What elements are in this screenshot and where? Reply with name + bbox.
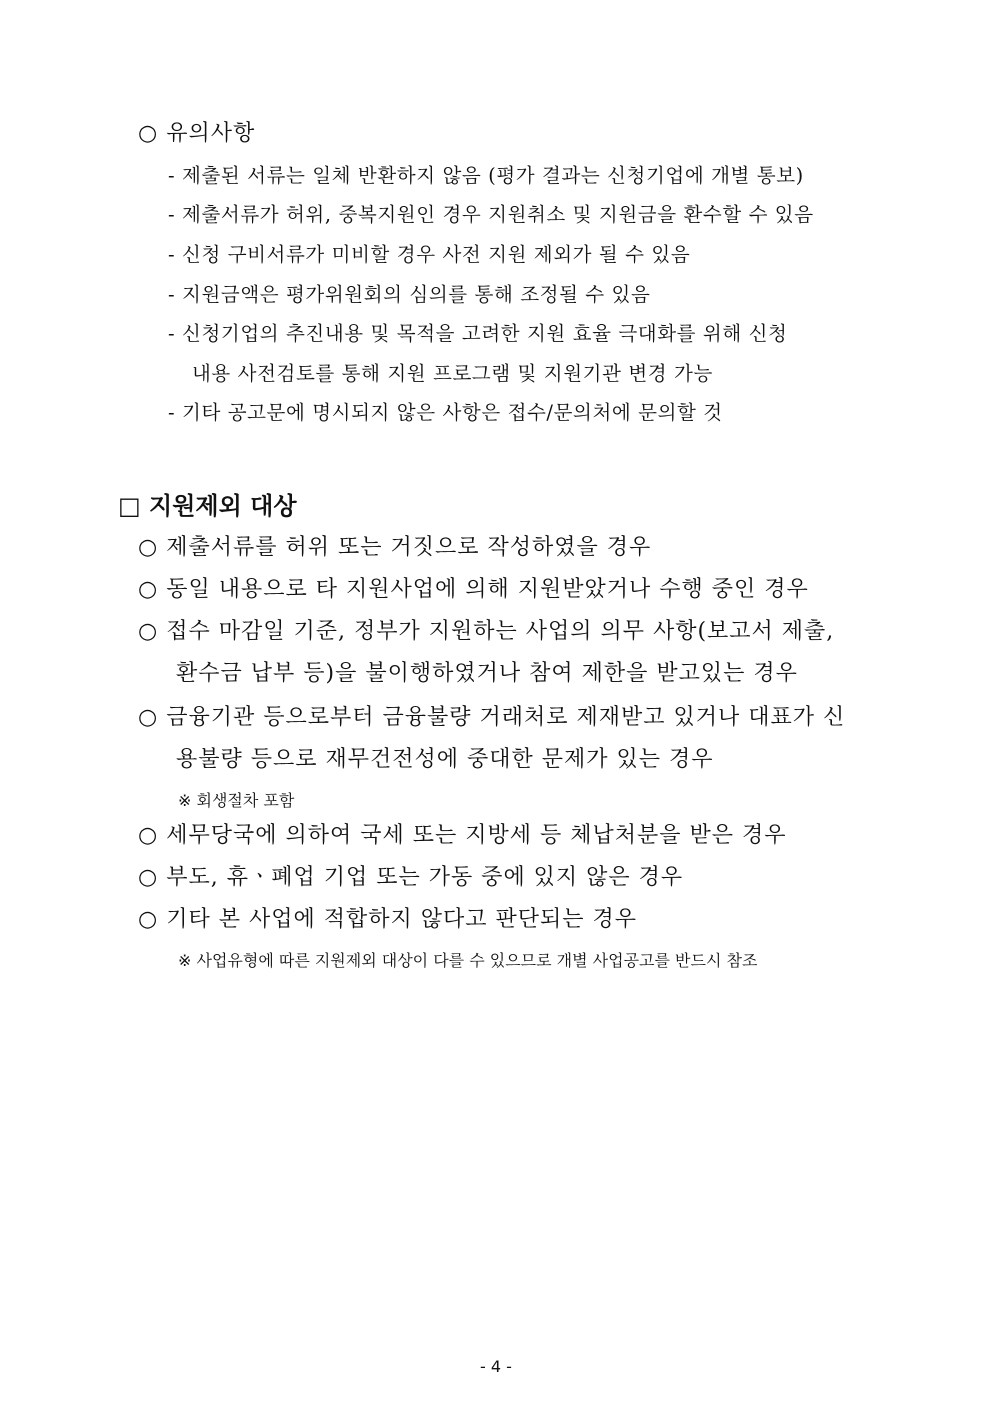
dash-marker: -: [168, 322, 176, 345]
circle-marker: ○: [138, 907, 159, 932]
notes-item-4: [168, 279, 650, 307]
notes-item-2: [168, 199, 814, 227]
dash-marker: -: [168, 401, 176, 424]
square-marker: □: [118, 492, 141, 520]
exclusion-item-text: 기타 본 사업에 적합하지 않다고 판단되는 경우: [166, 907, 637, 932]
exclusion-heading-text: 지원제외 대상: [149, 492, 297, 520]
exclusion-item-2: [138, 572, 809, 603]
notes-heading: [138, 116, 255, 147]
notes-item-3: [168, 239, 690, 267]
notes-item-text: 제출된 서류는 일체 반환하지 않음 (평가 결과는 신청기업에 개별 통보): [182, 164, 804, 187]
circle-marker: ○: [138, 535, 159, 560]
circle-marker: ○: [138, 619, 159, 644]
notes-item-5-cont: 내용 사전검토를 통해 지원 프로그램 및 지원기관 변경 가능: [192, 362, 713, 385]
exclusion-item-text: 동일 내용으로 타 지원사업에 의해 지원받았거나 수행 중인 경우: [166, 577, 809, 602]
notes-item-text: 기타 공고문에 명시되지 않은 사항은 접수/문의처에 문의할 것: [182, 401, 723, 424]
page-number: - 4 -: [480, 1357, 512, 1376]
circle-marker: ○: [138, 121, 159, 146]
exclusion-item-1: [138, 530, 651, 561]
exclusion-item-5: [138, 818, 786, 849]
exclusion-item-text: 금융기관 등으로부터 금융불량 거래처로 제재받고 있거나 대표가 신: [166, 705, 846, 730]
exclusion-item-text: 접수 마감일 기준, 정부가 지원하는 사업의 의무 사항(보고서 제출,: [166, 619, 835, 644]
circle-marker: ○: [138, 577, 159, 602]
notes-item-1: [168, 160, 804, 188]
dash-marker: -: [168, 203, 176, 226]
notes-item-6: [168, 397, 723, 425]
notes-item-text: 제출서류가 허위, 중복지원인 경우 지원취소 및 지원금을 환수할 수 있음: [182, 203, 814, 226]
notes-item-5: [168, 318, 787, 346]
exclusion-item-6: [138, 860, 683, 891]
notes-item-text: 지원금액은 평가위원회의 심의를 통해 조정될 수 있음: [182, 283, 651, 306]
exclusion-item-text: 세무당국에 의하여 국세 또는 지방세 등 체납처분을 받은 경우: [166, 823, 787, 848]
circle-marker: ○: [138, 865, 159, 890]
exclusion-heading: [118, 486, 297, 521]
circle-marker: ○: [138, 705, 159, 730]
exclusion-item-4: [138, 700, 845, 731]
note-rehabilitation: ※ 회생절차 포함: [178, 791, 295, 810]
notes-item-text: 신청 구비서류가 미비할 경우 사전 지원 제외가 될 수 있음: [182, 243, 691, 266]
dash-marker: -: [168, 243, 176, 266]
exclusion-item-7: [138, 902, 637, 933]
note-refer-announcement: ※ 사업유형에 따른 지원제외 대상이 다를 수 있으므로 개별 사업공고를 반드시 참조: [178, 951, 758, 970]
exclusion-item-text: 제출서류를 허위 또는 거짓으로 작성하였을 경우: [166, 535, 652, 560]
exclusion-item-3: [138, 614, 834, 645]
notes-heading-text: 유의사항: [166, 121, 256, 146]
exclusion-item-4-cont: 용불량 등으로 재무건전성에 중대한 문제가 있는 경우: [176, 747, 714, 772]
exclusion-item-text: 부도, 휴ㆍ폐업 기업 또는 가동 중에 있지 않은 경우: [166, 865, 684, 890]
notes-item-text: 신청기업의 추진내용 및 목적을 고려한 지원 효율 극대화를 위해 신청: [182, 322, 788, 345]
dash-marker: -: [168, 283, 176, 306]
dash-marker: -: [168, 164, 176, 187]
exclusion-item-3-cont: 환수금 납부 등)을 불이행하였거나 참여 제한을 받고있는 경우: [176, 661, 798, 686]
circle-marker: ○: [138, 823, 159, 848]
